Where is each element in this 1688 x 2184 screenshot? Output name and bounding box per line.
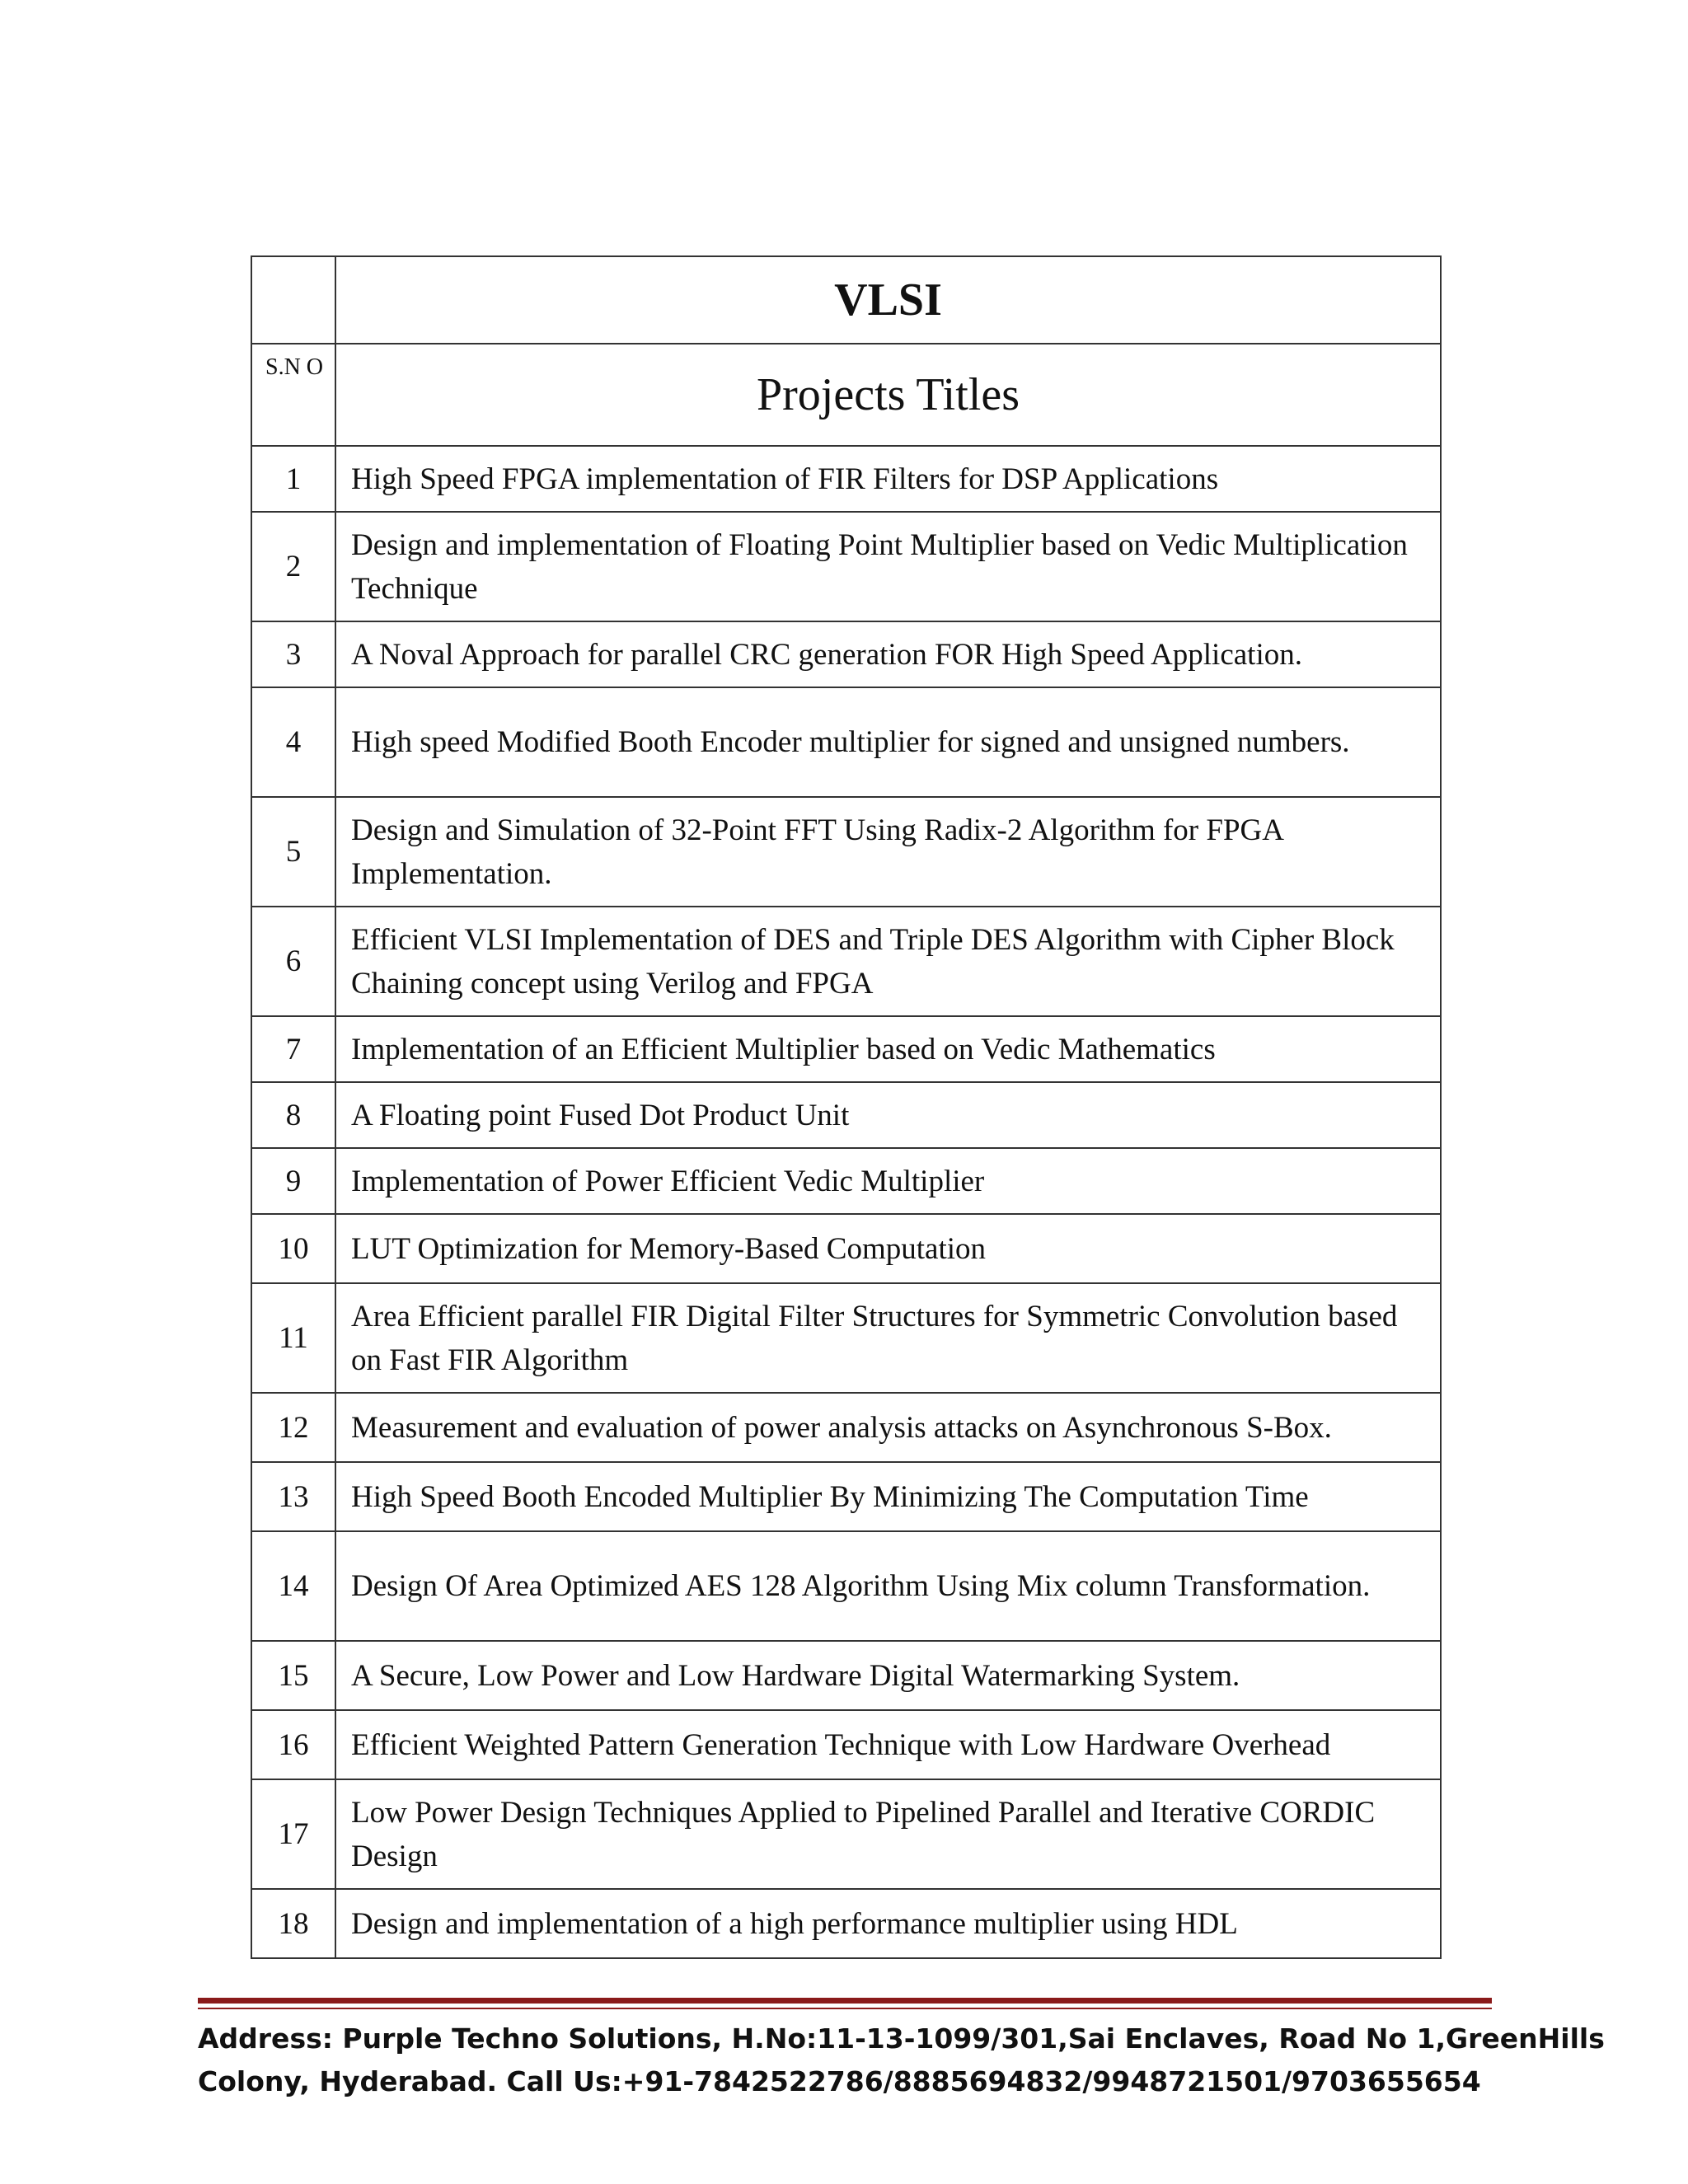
row-number: 13 xyxy=(251,1462,335,1531)
project-title: Design and Simulation of 32-Point FFT Using Radix-2 Algorithm for FPGA Implementation. xyxy=(335,797,1441,907)
table-header-row xyxy=(251,256,1441,344)
sno-column-header: S.N O xyxy=(251,344,335,446)
projects-column-header: Projects Titles xyxy=(335,344,1441,446)
project-title: Low Power Design Techniques Applied to Pipelined Parallel and Iterative CORDIC Design xyxy=(335,1779,1441,1889)
table-row xyxy=(251,1779,1441,1889)
table-row xyxy=(251,1393,1441,1462)
table-row xyxy=(251,1531,1441,1641)
footer-address xyxy=(198,2018,1605,2103)
row-number: 1 xyxy=(251,446,335,512)
footer-address-line-2: Colony, Hyderabad. Call Us:+91-7842522786/8885694832/9948721501/9703655654 xyxy=(198,2065,1481,2097)
project-title: Measurement and evaluation of power analysis attacks on Asynchronous S-Box. xyxy=(335,1393,1441,1462)
table-row xyxy=(251,1710,1441,1779)
project-title: Efficient VLSI Implementation of DES and Triple DES Algorithm with Cipher Block Chaining concept using Verilog and FPGA xyxy=(335,907,1441,1016)
row-number: 6 xyxy=(251,907,335,1016)
footer-divider-thick xyxy=(198,1998,1492,2004)
project-title: A Secure, Low Power and Low Hardware Digital Watermarking System. xyxy=(335,1641,1441,1710)
project-title: LUT Optimization for Memory-Based Computation xyxy=(335,1214,1441,1283)
table-row xyxy=(251,446,1441,512)
project-title: High Speed FPGA implementation of FIR Filters for DSP Applications xyxy=(335,446,1441,512)
category-title: VLSI xyxy=(335,256,1441,344)
project-title: Implementation of Power Efficient Vedic Multiplier xyxy=(335,1148,1441,1214)
row-number: 17 xyxy=(251,1779,335,1889)
project-title: Design and implementation of Floating Point Multiplier based on Vedic Multiplication Technique xyxy=(335,512,1441,621)
table-row xyxy=(251,1283,1441,1393)
row-number: 14 xyxy=(251,1531,335,1641)
table-subheader-row xyxy=(251,344,1441,446)
footer-address-line-1: Address: Purple Techno Solutions, H.No:11-13-1099/301,Sai Enclaves, Road No 1,GreenHills xyxy=(198,2022,1605,2055)
row-number: 12 xyxy=(251,1393,335,1462)
table-row xyxy=(251,687,1441,797)
row-number: 15 xyxy=(251,1641,335,1710)
row-number: 3 xyxy=(251,621,335,687)
project-title: Design and implementation of a high performance multiplier using HDL xyxy=(335,1889,1441,1958)
table-row xyxy=(251,907,1441,1016)
row-number: 4 xyxy=(251,687,335,797)
project-title: High Speed Booth Encoded Multiplier By Minimizing The Computation Time xyxy=(335,1462,1441,1531)
row-number: 11 xyxy=(251,1283,335,1393)
row-number: 10 xyxy=(251,1214,335,1283)
row-number: 8 xyxy=(251,1082,335,1148)
project-title: Efficient Weighted Pattern Generation Technique with Low Hardware Overhead xyxy=(335,1710,1441,1779)
table-row xyxy=(251,1214,1441,1283)
project-title: Design Of Area Optimized AES 128 Algorithm Using Mix column Transformation. xyxy=(335,1531,1441,1641)
row-number: 9 xyxy=(251,1148,335,1214)
project-title: A Noval Approach for parallel CRC generation FOR High Speed Application. xyxy=(335,621,1441,687)
row-number: 16 xyxy=(251,1710,335,1779)
row-number: 7 xyxy=(251,1016,335,1082)
project-title: A Floating point Fused Dot Product Unit xyxy=(335,1082,1441,1148)
header-empty-cell xyxy=(251,256,335,344)
footer-divider-thin xyxy=(198,2008,1492,2009)
row-number: 2 xyxy=(251,512,335,621)
table-row xyxy=(251,1082,1441,1148)
table-row xyxy=(251,797,1441,907)
row-number: 18 xyxy=(251,1889,335,1958)
table-row xyxy=(251,1462,1441,1531)
table-row xyxy=(251,1016,1441,1082)
table-row xyxy=(251,1148,1441,1214)
project-title: High speed Modified Booth Encoder multiplier for signed and unsigned numbers. xyxy=(335,687,1441,797)
project-title: Implementation of an Efficient Multiplier based on Vedic Mathematics xyxy=(335,1016,1441,1082)
project-title: Area Efficient parallel FIR Digital Filter Structures for Symmetric Convolution based on Fast FIR Algorithm xyxy=(335,1283,1441,1393)
table-row xyxy=(251,621,1441,687)
table-row xyxy=(251,512,1441,621)
projects-table xyxy=(251,255,1442,1959)
table-row xyxy=(251,1641,1441,1710)
row-number: 5 xyxy=(251,797,335,907)
table-row xyxy=(251,1889,1441,1958)
